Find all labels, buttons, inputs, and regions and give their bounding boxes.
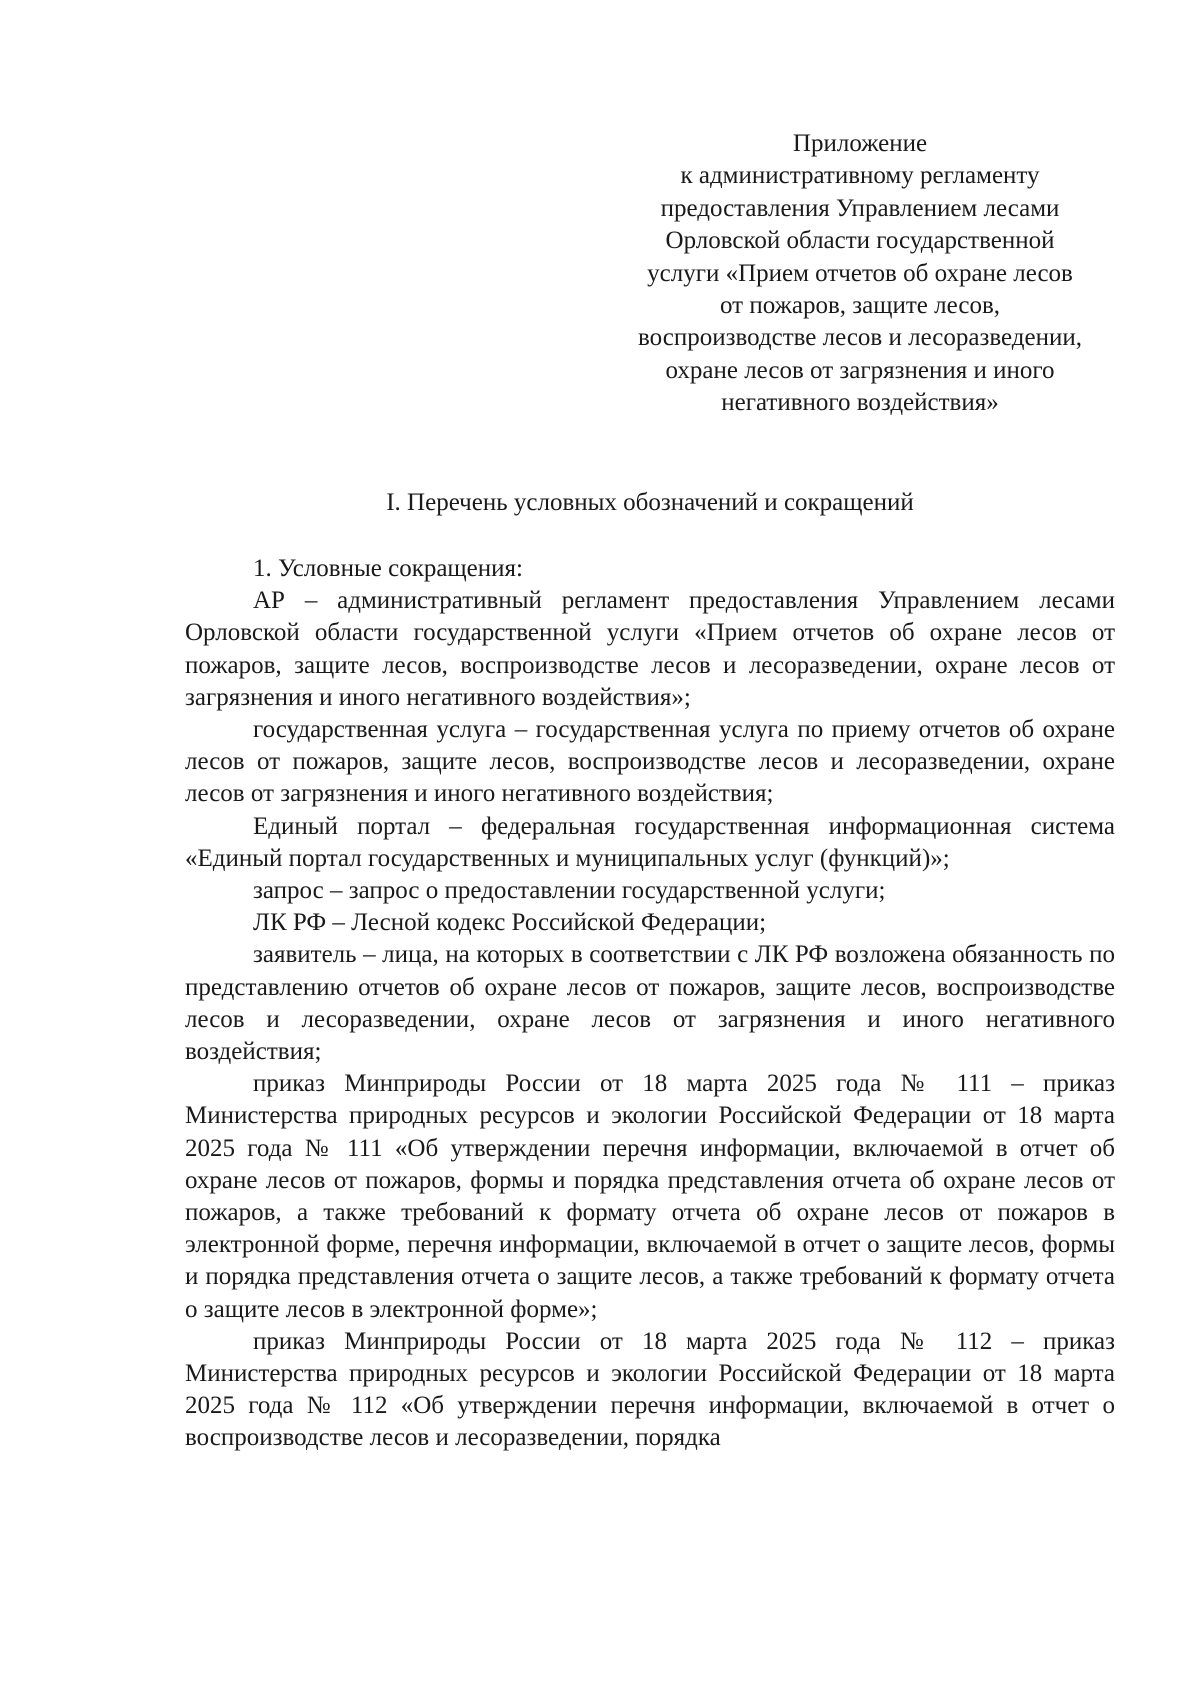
paragraph-state-service: государственная услуга – государственная услуга по приему отчетов об охране лесов от пожаров, защите лесов, воспроизводстве лесов и лесоразведении, охране лесов от загрязнения и иного негативного воздействия; — [185, 716, 1115, 808]
paragraph-forest-code: ЛК РФ – Лесной кодекс Российской Федерации; — [253, 909, 767, 937]
paragraph-order-111: приказ Минприроды России от 18 марта 2025 года № 111 – приказ Министерства природных ресурсов и экологии Российской Федерации от 18 марта 2025 года № 111 «Об утверждении перечня информации, включаемой в отчет об охране лесов от пожаров, формы и порядка представления отчета об охране лесов от пожаров, а также требований к формату отчета об охране лесов от пожаров в электронной форме, перечня информации, включаемой в отчет о защите лесов, формы и порядка представления отчета о защите лесов, а также требований к формату отчета о защите лесов в электронной форме»; — [185, 1070, 1115, 1323]
paragraph-unified-portal: Единый портал – федеральная государственная информационная система «Единый портал государственных и муниципальных услуг (функций)»; — [185, 812, 1115, 872]
paragraph-abbreviations-heading: 1. Условные сокращения: — [253, 555, 523, 582]
document-body — [185, 553, 1115, 1455]
paragraph-ar: АР – административный регламент предоставления Управлением лесами Орловской области государственной услуги «Прием отчетов об охране лесов от пожаров, защите лесов, воспроизводстве лесов и лесоразведении, охране лесов от загрязнения и иного негативного воздействия»; — [185, 587, 1115, 711]
paragraph-order-112: приказ Минприроды России от 18 марта 2025 года № 112 – приказ Министерства природных ресурсов и экологии Российской Федерации от 18 марта 2025 года № 112 «Об утверждении перечня информации, включаемой в отчет о воспроизводстве лесов и лесоразведении, порядка — [185, 1327, 1115, 1452]
appendix-line: услуги «Прием отчетов об охране лесов — [647, 259, 1073, 287]
appendix-line: предоставления Управлением лесами — [660, 194, 1060, 222]
appendix-line: Орловской области государственной — [665, 227, 1055, 255]
appendix-line: воспроизводстве лесов и лесоразведении, — [637, 324, 1082, 352]
appendix-header — [600, 128, 1120, 420]
appendix-line: негативного воздействия» — [721, 389, 999, 417]
section-title: I. Перечень условных обозначений и сокращений — [386, 489, 914, 516]
appendix-line: к административному регламенту — [680, 162, 1040, 190]
paragraph-applicant: заявитель – лица, на которых в соответствии с ЛК РФ возложена обязанность по представлению отчетов об охране лесов от пожаров, защите лесов, воспроизводстве лесов и лесоразведении, охране лесов от загрязнения и иного негативного воздействия; — [185, 941, 1115, 1066]
appendix-line: от пожаров, защите лесов, — [720, 292, 1000, 320]
appendix-line: Приложение — [792, 130, 928, 157]
paragraph-request: запрос – запрос о предоставлении государственной услуги; — [253, 877, 886, 905]
appendix-line: охране лесов от загрязнения и иного — [665, 356, 1055, 384]
